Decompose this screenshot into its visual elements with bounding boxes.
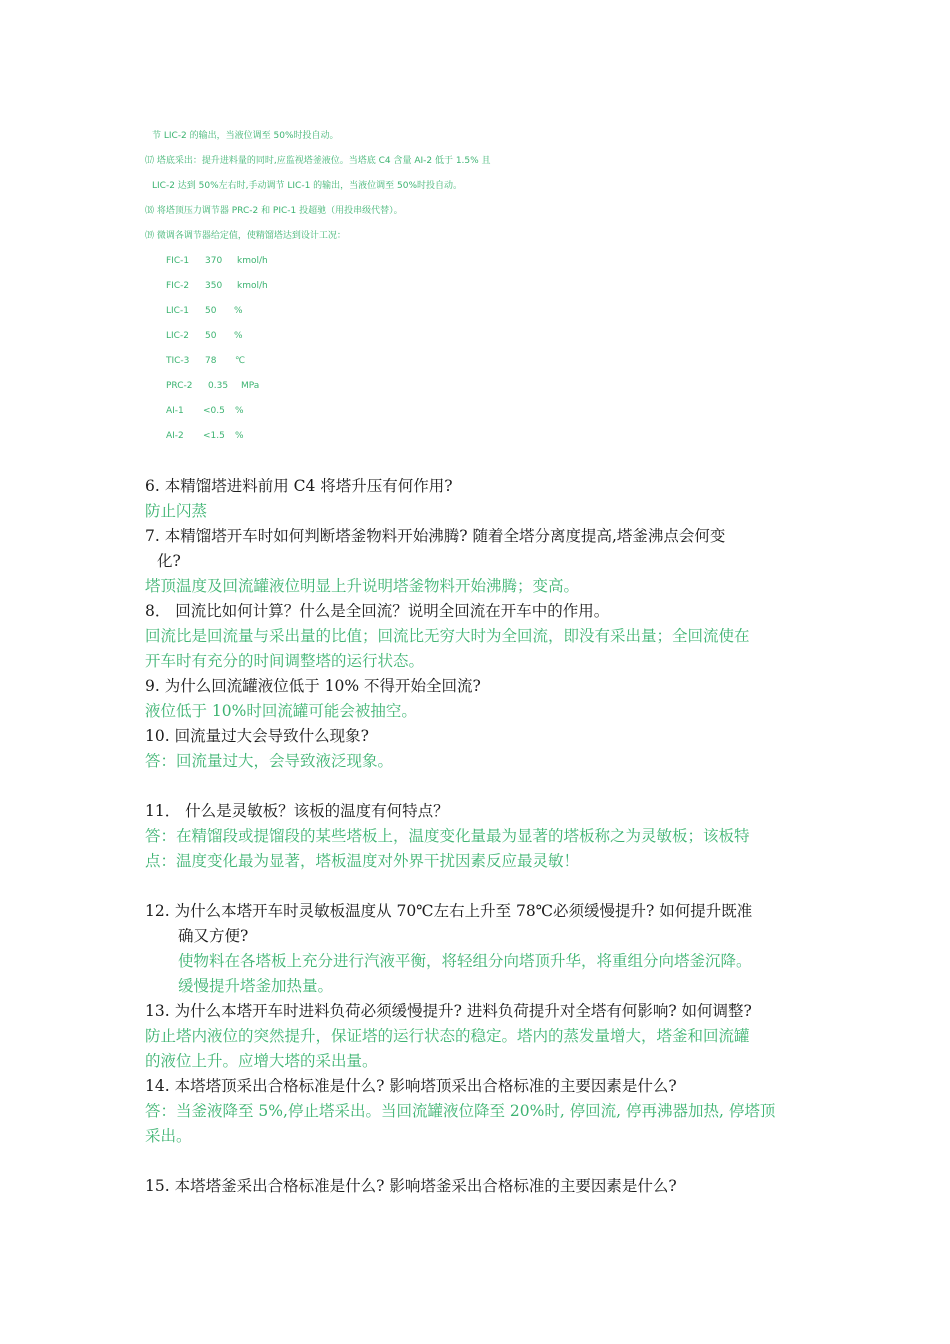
- setpoint-tag: PRC-2: [166, 381, 193, 391]
- setpoint-tag: FIC-2: [166, 281, 190, 291]
- setpoint-value: 350: [205, 281, 223, 291]
- procedure-step-18: ⒅ 将塔顶压力调节器 PRC-2 和 PIC-1 投超驰（用投串级代替）。: [145, 206, 403, 216]
- setpoint-unit: ℃: [235, 356, 246, 366]
- answer-7: 塔顶温度及回流罐液位明显上升说明塔釜物料开始沸腾；变高。: [145, 577, 580, 595]
- answer-12: 使物料在各塔板上充分进行汽液平衡，将轻组分向塔顶升华，将重组分向塔釜沉降。: [178, 952, 752, 970]
- question-6: 6. 本精馏塔进料前用 C4 将塔升压有何作用?: [145, 477, 453, 495]
- answer-11: 答：在精馏段或提馏段的某些塔板上，温度变化量最为显著的塔板称之为灵敏板；该板特: [145, 827, 750, 845]
- setpoint-unit: %: [235, 431, 244, 441]
- question-8: 8． 回流比如何计算？什么是全回流？说明全回流在开车中的作用。: [145, 602, 610, 620]
- procedure-step-17: ⒄ 塔底采出：提升进料量的同时,应监视塔釜液位。当塔底 C4 含量 AI-2 低于 1.5% 且: [145, 156, 491, 166]
- setpoint-tag: AI-1: [166, 406, 184, 416]
- answer-14: 答：当釜液降至 5%,停止塔采出。当回流罐液位降至 20%时, 停回流, 停再沸器加热, 停塔顶: [145, 1102, 776, 1120]
- setpoint-value: 0.35: [208, 381, 229, 391]
- answer-12-cont: 缓慢提升塔釜加热量。: [178, 977, 334, 995]
- setpoint-tag: FIC-1: [166, 256, 190, 266]
- setpoint-value: 50: [205, 331, 217, 341]
- setpoint-value: <0.5: [203, 406, 225, 416]
- question-9: 9. 为什么回流罐液位低于 10% 不得开始全回流?: [145, 677, 481, 695]
- question-7: 7. 本精馏塔开车时如何判断塔釜物料开始沸腾? 随着全塔分离度提高,塔釜沸点会何变: [145, 527, 726, 545]
- answer-10: 答：回流量过大，会导致液泛现象。: [145, 752, 394, 770]
- setpoint-unit: MPa: [241, 381, 260, 391]
- question-11: 11． 什么是灵敏板？该板的温度有何特点？: [145, 802, 449, 820]
- question-10: 10. 回流量过大会导致什么现象?: [145, 727, 369, 745]
- setpoint-tag: LIC-2: [166, 331, 189, 341]
- procedure-step-19: ⒆ 微调各调节器给定值，使精馏塔达到设计工况：: [145, 231, 346, 241]
- setpoint-unit: kmol/h: [237, 281, 268, 291]
- setpoint-tag: TIC-3: [166, 356, 190, 366]
- question-14: 14. 本塔塔顶采出合格标准是什么? 影响塔顶采出合格标准的主要因素是什么?: [145, 1077, 677, 1095]
- answer-13-cont: 的液位上升。应增大塔的采出量。: [145, 1052, 378, 1070]
- setpoint-unit: kmol/h: [237, 256, 268, 266]
- setpoint-value: 50: [205, 306, 217, 316]
- answer-8: 回流比是回流量与采出量的比值；回流比无穷大时为全回流，即没有采出量；全回流使在: [145, 627, 750, 645]
- setpoint-value: 370: [205, 256, 223, 266]
- answer-8-cont: 开车时有充分的时间调整塔的运行状态。: [145, 652, 425, 670]
- question-12-cont: 确又方便?: [178, 927, 249, 945]
- setpoint-unit: %: [234, 306, 243, 316]
- answer-6: 防止闪蒸: [145, 502, 208, 520]
- question-13: 13. 为什么本塔开车时进料负荷必须缓慢提升? 进料负荷提升对全塔有何影响? 如何调整?: [145, 1002, 752, 1020]
- question-15: 15. 本塔塔釜采出合格标准是什么? 影响塔釜采出合格标准的主要因素是什么?: [145, 1177, 677, 1195]
- answer-9: 液位低于 10%时回流罐可能会被抽空。: [145, 702, 417, 720]
- answer-13: 防止塔内液位的突然提升，保证塔的运行状态的稳定。塔内的蒸发量增大，塔釜和回流罐: [145, 1027, 750, 1045]
- answer-14-cont: 采出。: [145, 1127, 192, 1145]
- procedure-line: 节 LIC-2 的输出，当液位调至 50%时投自动。: [152, 131, 339, 141]
- setpoint-unit: %: [234, 331, 243, 341]
- setpoint-tag: LIC-1: [166, 306, 189, 316]
- setpoint-tag: AI-2: [166, 431, 184, 441]
- answer-11-cont: 点：温度变化最为显著，塔板温度对外界干扰因素反应最灵敏！: [145, 852, 580, 870]
- procedure-line: LIC-2 达到 50%左右时,手动调节 LIC-1 的输出，当液位调至 50%时投自动。: [152, 181, 463, 191]
- setpoint-unit: %: [235, 406, 244, 416]
- question-7-cont: 化?: [157, 552, 181, 570]
- question-12: 12. 为什么本塔开车时灵敏板温度从 70℃左右上升至 78℃必须缓慢提升? 如何提升既准: [145, 902, 753, 920]
- setpoint-value: <1.5: [203, 431, 225, 441]
- setpoint-value: 78: [205, 356, 217, 366]
